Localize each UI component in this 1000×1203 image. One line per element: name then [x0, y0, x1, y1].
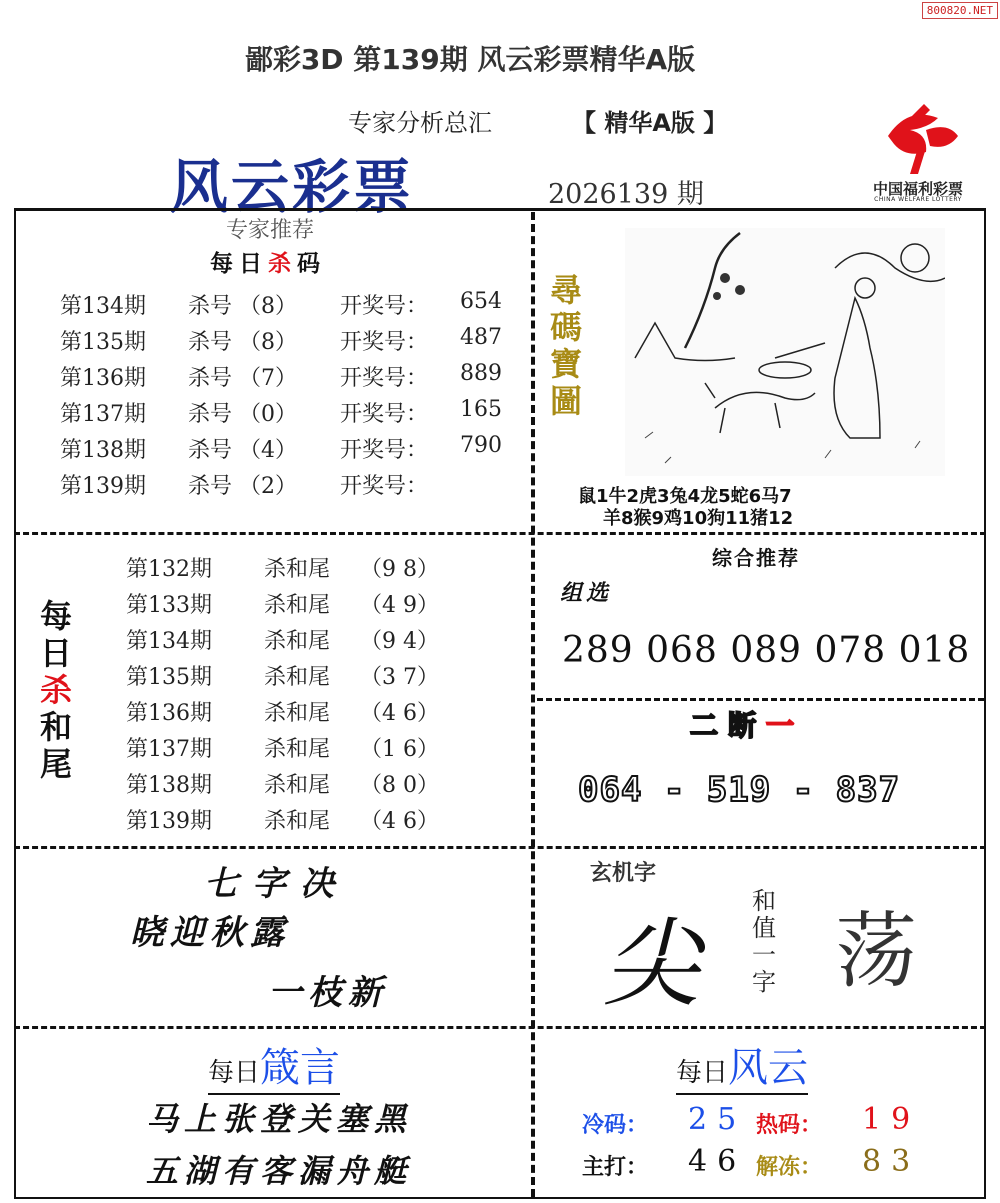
period: 第138期: [126, 773, 212, 798]
title-highlight: 风云: [728, 1045, 809, 1091]
thaw-label: 解冻：: [756, 1155, 823, 1180]
label-char: 尾: [40, 745, 73, 783]
draw-label: 开奖号：: [340, 438, 429, 463]
tail-value: （4 6）: [360, 809, 439, 834]
thaw-value: 83: [862, 1144, 921, 1179]
kill-value: 杀号 （8）: [188, 330, 297, 355]
edition-label: 【 精华A版 】: [572, 109, 728, 137]
issue-number: 2026139 期: [548, 179, 704, 210]
kill-code-heading: [210, 245, 326, 278]
draw-label: 开奖号：: [340, 330, 429, 355]
tail-label: 杀和尾: [264, 629, 331, 654]
main-label: 主打：: [582, 1155, 649, 1180]
main-value: 46: [688, 1144, 747, 1179]
cold-label: 冷码：: [582, 1113, 649, 1138]
draw-number: 654: [460, 289, 502, 314]
tail-label: 杀和尾: [264, 665, 331, 690]
title-red-text: 一: [766, 709, 805, 742]
period: 第137期: [126, 737, 212, 762]
bottom-border: [14, 1197, 986, 1199]
title-text: 二断: [690, 709, 767, 742]
label-char: 一: [752, 941, 776, 969]
period: 第139期: [126, 809, 212, 834]
draw-label: 开奖号：: [340, 294, 429, 319]
title-prefix: 每日: [208, 1058, 261, 1088]
mystery-handwritten-char: 尖: [603, 908, 699, 1020]
mystery-label: 玄机字: [590, 861, 657, 886]
seven-char-line2: 一枝新: [268, 973, 388, 1013]
period: 第135期: [60, 330, 146, 355]
label-char: 字: [752, 968, 776, 996]
sum-one-char-label: [752, 888, 776, 996]
brand-title: 风云彩票: [170, 153, 415, 221]
tail-value: （4 6）: [360, 701, 439, 726]
tail-label: 杀和尾: [264, 593, 331, 618]
hot-label: 热码：: [756, 1113, 823, 1138]
kill-sum-tail-label: [40, 598, 72, 783]
seven-char-title: 七字决: [204, 864, 348, 904]
kill-value: 杀号 （0）: [188, 402, 297, 427]
tail-label: 杀和尾: [264, 737, 331, 762]
tail-value: （9 4）: [360, 629, 439, 654]
fengyun-title: [676, 1036, 808, 1095]
label-char: 寶: [550, 345, 583, 383]
combo-label: 组选: [560, 580, 613, 606]
label-char: 碼: [550, 308, 583, 346]
draw-label: 开奖号：: [340, 366, 429, 391]
divider-row2: [14, 846, 986, 849]
two-cut-one-title: [690, 704, 804, 744]
kill-value: 杀号 （2）: [188, 474, 297, 499]
period: 第134期: [60, 294, 146, 319]
period: 第136期: [60, 366, 146, 391]
label-char: 和: [40, 708, 73, 746]
kill-value: 杀号 （8）: [188, 294, 297, 319]
period: 第139期: [60, 474, 146, 499]
label-char: 值: [752, 914, 776, 942]
subtitle: 专家分析总汇: [348, 109, 492, 137]
right-border: [984, 208, 986, 1198]
period: 第135期: [126, 665, 212, 690]
combo-numbers: 289 068 089 078 018: [562, 630, 971, 671]
draw-number: 790: [460, 433, 502, 458]
mystery-big-char: 荡: [835, 904, 918, 999]
proverb-line1: 马上张登关塞黑: [146, 1100, 413, 1138]
label-char: 杀: [40, 671, 73, 709]
zodiac-line: 鼠1牛2虎3兔4龙5蛇6马7: [578, 486, 792, 507]
label-char: 尋: [550, 271, 583, 309]
period: 第138期: [60, 438, 146, 463]
divider-row3: [14, 1026, 986, 1029]
draw-label: 开奖号：: [340, 474, 429, 499]
draw-label: 开奖号：: [340, 402, 429, 427]
tail-label: 杀和尾: [264, 701, 331, 726]
combo-title: 综合推荐: [712, 546, 800, 570]
period: 第133期: [126, 593, 212, 618]
heading-red-text: 杀: [268, 251, 297, 277]
draw-number: 165: [460, 397, 502, 422]
tail-value: （9 8）: [360, 557, 439, 582]
heading-text: 每日: [210, 251, 268, 277]
treasure-map-label: [550, 272, 582, 420]
tail-label: 杀和尾: [264, 809, 331, 834]
left-border: [14, 208, 16, 1198]
logo-text: 中国福利彩票: [872, 180, 963, 198]
draw-number: 889: [460, 361, 502, 386]
hot-value: 19: [862, 1102, 921, 1137]
kill-value: 杀号 （4）: [188, 438, 297, 463]
logo-subtext: CHINA WELFARE LOTTERY: [874, 196, 962, 203]
watermark: 800820.NET: [922, 2, 998, 19]
tail-value: （8 0）: [360, 773, 439, 798]
proverb-title: [208, 1036, 340, 1095]
divider-right-mid: [537, 698, 984, 701]
tail-value: （4 9）: [360, 593, 439, 618]
label-char: 日: [40, 634, 73, 672]
tail-value: （3 7）: [360, 665, 439, 690]
period: 第134期: [126, 629, 212, 654]
zodiac-line: 羊8猴9鸡10狗11猪12: [603, 508, 794, 529]
two-cut-one-numbers: 064 - 519 - 837: [578, 770, 901, 810]
center-divider: [531, 212, 535, 1197]
title-highlight: 箴言: [260, 1045, 341, 1091]
heading-text: 码: [297, 251, 326, 277]
label-char: 圖: [550, 382, 583, 420]
proverb-line2: 五湖有客漏舟艇: [146, 1152, 413, 1190]
treasure-map-illustration: [625, 228, 945, 476]
label-char: 每: [40, 597, 73, 635]
draw-number: 487: [460, 325, 502, 350]
tail-label: 杀和尾: [264, 773, 331, 798]
title-prefix: 每日: [676, 1058, 729, 1088]
cold-value: 25: [688, 1102, 747, 1137]
period: 第137期: [60, 402, 146, 427]
kill-value: 杀号 （7）: [188, 366, 297, 391]
tail-value: （1 6）: [360, 737, 439, 762]
seven-char-line1: 晓迎秋露: [130, 913, 290, 953]
header-divider: [14, 208, 986, 211]
label-char: 和: [752, 887, 776, 915]
expert-label: 专家推荐: [226, 218, 315, 243]
tail-label: 杀和尾: [264, 557, 331, 582]
page-title: 鄙彩3D 第139期 风云彩票精华A版: [244, 43, 696, 76]
period: 第132期: [126, 557, 212, 582]
divider-row1: [14, 532, 986, 535]
period: 第136期: [126, 701, 212, 726]
